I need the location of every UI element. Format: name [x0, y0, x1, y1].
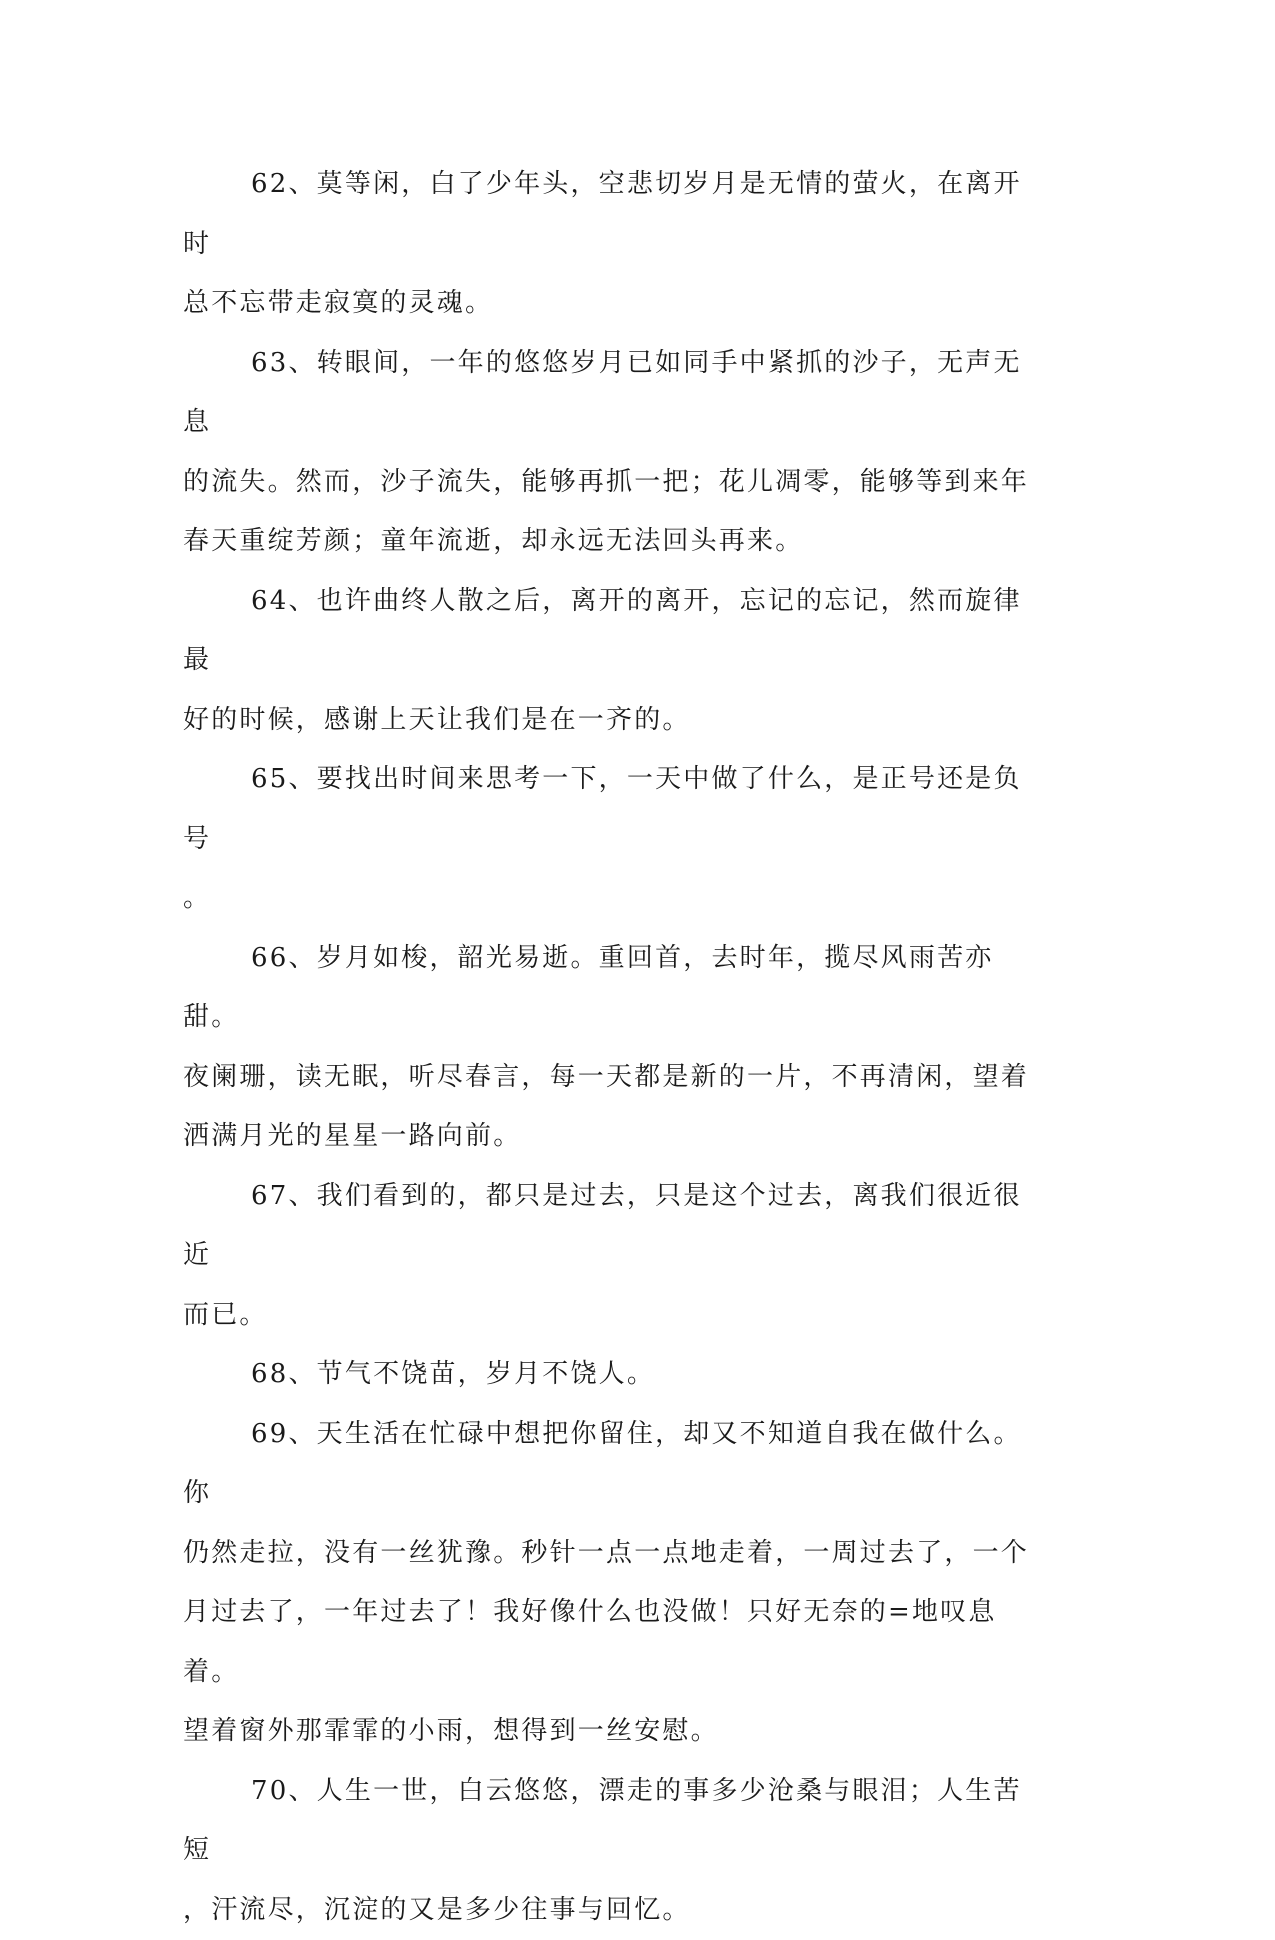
- paragraph-69: 69、天生活在忙碌中想把你留住，却又不知道自我在做什么。你 仍然走拉，没有一丝犹豫。秒针一点一点地走着，一周过去了，一个 月过去了，一年过去了！我好像什么也没做！只好无奈的=地叹息着。 望着窗外那霏霏的小雨，想得到一丝安慰。: [183, 1405, 1043, 1762]
- paragraph-63: 63、转眼间，一年的悠悠岁月已如同手中紧抓的沙子，无声无息 的流失。然而，沙子流失，能够再抓一把；花儿凋零，能够等到来年 春天重绽芳颜；童年流逝，却永远无法回头再来。: [183, 334, 1043, 572]
- paragraph-66: 66、岁月如梭，韶光易逝。重回首，去时年，揽尽风雨苦亦甜。 夜阑珊，读无眠，听尽春言，每一天都是新的一片，不再清闲，望着 洒满月光的星星一路向前。: [183, 929, 1043, 1167]
- paragraph-65: 65、要找出时间来思考一下，一天中做了什么，是正号还是负号 。: [183, 750, 1043, 929]
- paragraph-62: 62、莫等闲，白了少年头，空悲切岁月是无情的萤火，在离开时 总不忘带走寂寞的灵魂。: [183, 155, 1043, 334]
- paragraph-67: 67、我们看到的，都只是过去，只是这个过去，离我们很近很近 而已。: [183, 1167, 1043, 1346]
- paragraph-64: 64、也许曲终人散之后，离开的离开，忘记的忘记，然而旋律最 好的时候，感谢上天让我们是在一齐的。: [183, 572, 1043, 751]
- paragraph-70: 70、人生一世，白云悠悠，漂走的事多少沧桑与眼泪；人生苦短 ，汗流尽，沉淀的又是多少往事与回忆。: [183, 1762, 1043, 1940]
- paragraph-68: 68、节气不饶苗，岁月不饶人。: [183, 1345, 1043, 1405]
- document-body: [183, 155, 1043, 1940]
